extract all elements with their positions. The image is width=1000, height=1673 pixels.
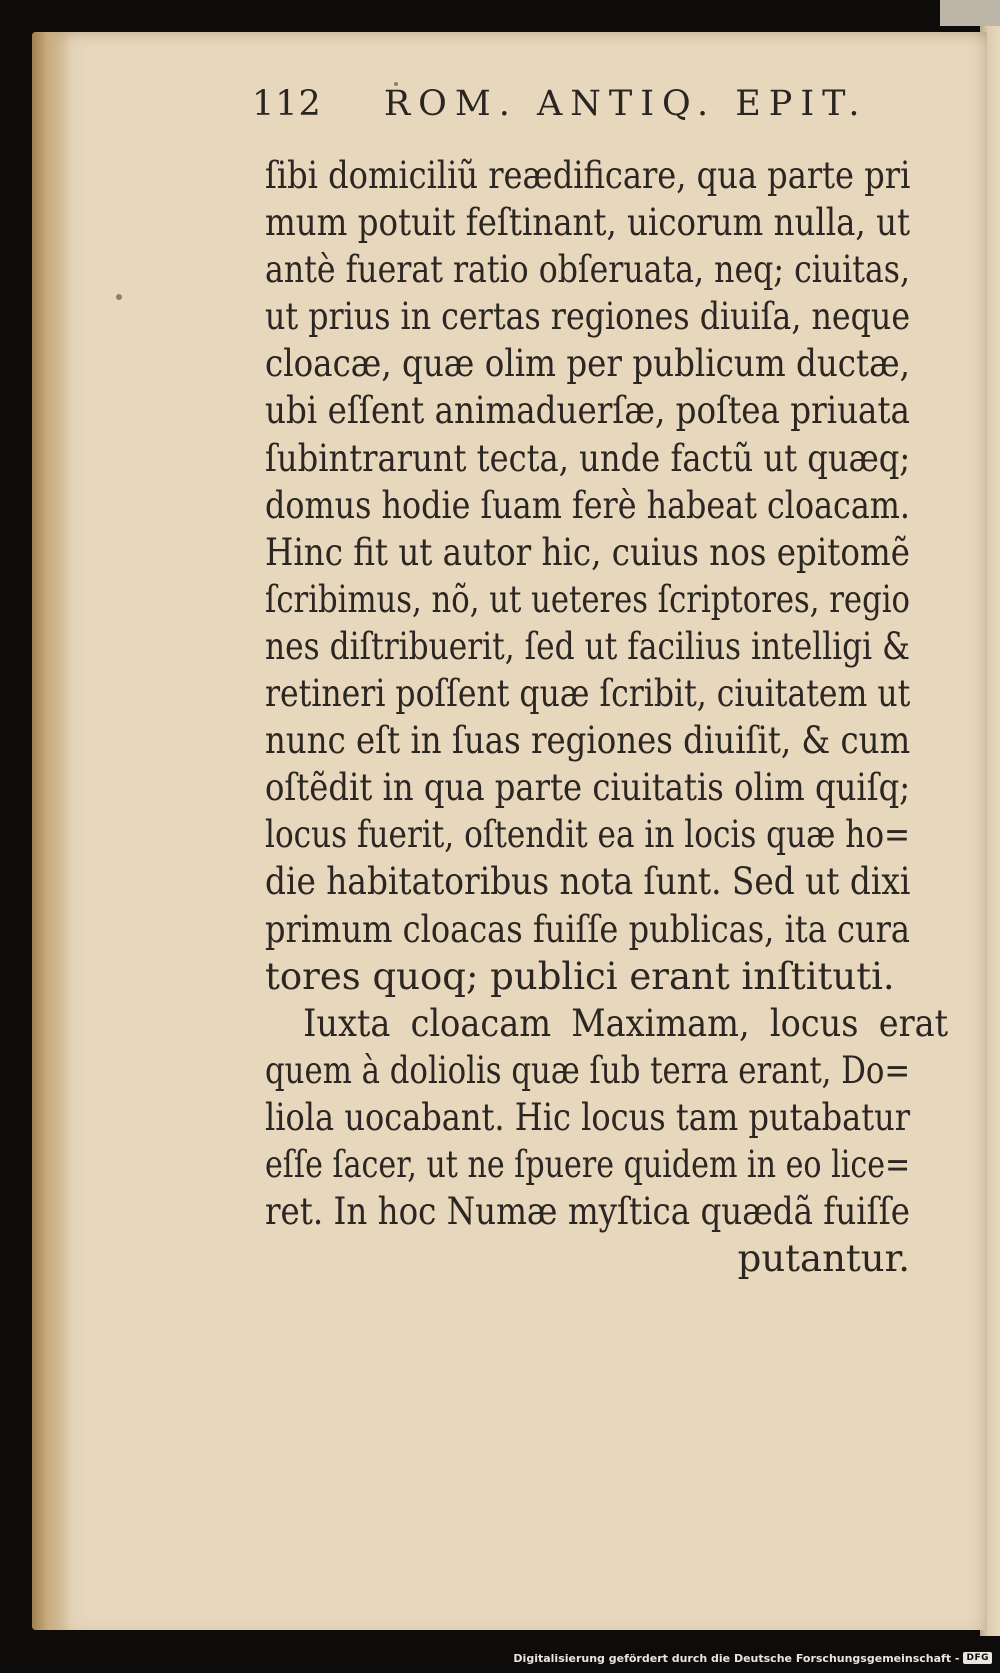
text-line: liola uocabant. Hic locus tam putabatur: [265, 1095, 911, 1139]
digitization-credit: [513, 1649, 992, 1667]
page-number: 112: [252, 84, 322, 124]
text-line: antè fuerat ratio obſeruata, neq; ciuitas,: [265, 248, 911, 292]
text-line: cloacæ, quæ olim per publicum ductæ,: [265, 342, 910, 386]
text-line: die habitatoribus nota ſunt. Sed ut dixi: [265, 860, 911, 904]
running-title: ROM. ANTIQ. EPIT.: [383, 84, 868, 124]
scan-edge-tab: [940, 0, 1000, 26]
text-line: oſtẽdit in qua parte ciuitatis olim quiſq;: [265, 766, 911, 810]
paragraph-end-line: tores quoq; publici erant inſtituti.: [265, 954, 895, 998]
text-line: ut prius in certas regiones diuiſa, neque: [265, 295, 911, 339]
catchword-line: putantur.: [737, 1237, 910, 1281]
text-line: Hinc fit ut autor hic, cuius nos epitomẽ: [265, 530, 910, 574]
text-line: ubi eſſent animaduerſæ, poſtea priuata: [265, 389, 910, 433]
text-line: nunc eſt in ſuas regiones diuiſit, & cum: [265, 719, 911, 763]
text-line: quem à doliolis quæ ſub terra erant, Do=: [265, 1048, 911, 1092]
gutter-shadow: [32, 32, 72, 1630]
running-head: [252, 84, 912, 134]
text-line: domus hodie ſuam ferè habeat cloacam.: [265, 483, 911, 527]
text-line: retineri poſſent quæ ſcribit, ciuitatem ut: [265, 672, 911, 716]
paragraph-start-line: Iuxta cloacam Maximam, locus erat: [303, 1001, 949, 1045]
text-line: nes diſtribuerit, ſed ut facilius intelligi &: [265, 624, 910, 668]
text-line: primum cloacas fuiſſe publicas, ita cura: [265, 907, 911, 951]
dfg-logo-icon: DFG: [963, 1652, 992, 1664]
paper-spot: [116, 294, 122, 300]
text-line: locus fuerit, oſtendit ea in locis quæ ho=: [265, 813, 911, 857]
text-line: ret. In hoc Numæ myſtica quædã fuiſſe: [265, 1190, 910, 1234]
text-line: ſibi domiciliũ reædificare, qua parte pri: [265, 154, 911, 197]
text-line: ſubintrarunt tecta, unde factũ ut quæq;: [265, 436, 911, 480]
body-text: [265, 152, 949, 1282]
text-line: ſcribimus, nõ, ut ueteres ſcriptores, regio: [265, 577, 910, 621]
credit-text: Digitalisierung gefördert durch die Deutsche Forschungsgemeinschaft -: [513, 1651, 960, 1665]
text-line: eſſe ſacer, ut ne ſpuere quidem in eo lice=: [265, 1142, 911, 1186]
text-line: mum potuit feſtinant, uicorum nulla, ut: [265, 201, 911, 245]
